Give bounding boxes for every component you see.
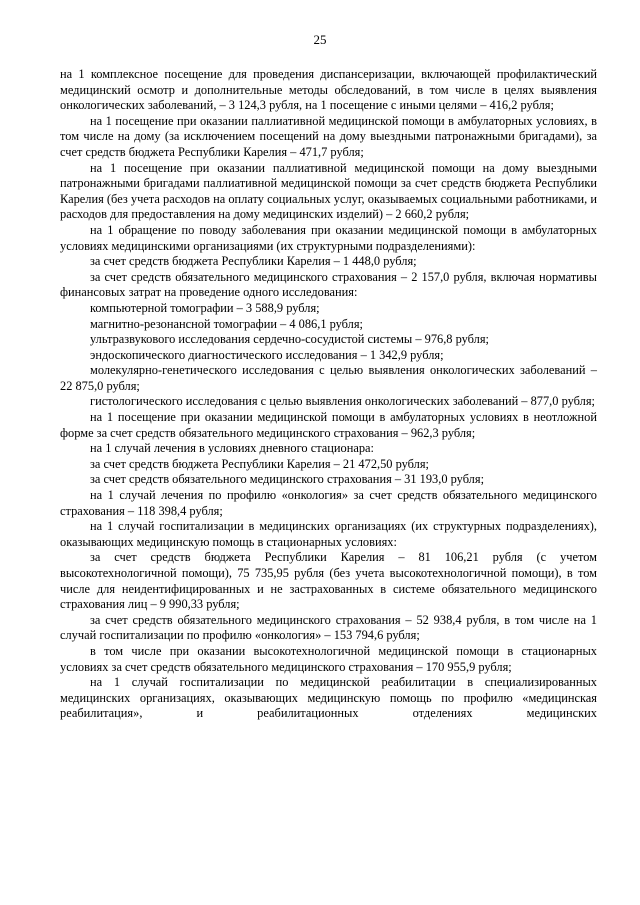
paragraph: в том числе при оказании высокотехнологичной медицинской помощи в стационарных условиях за счет средств обязательного медицинского страхования – 170 955,9 рубля; [60, 643, 597, 674]
paragraph: за счет средств бюджета Республики Карелия – 81 106,21 рубля (с учетом высокотехнологичной помощи), 75 735,95 рубля (без учета высокотехнологичной помощи), в том числе для неидентифицированных и не застрахованных в системе обязательного медицинского страхования лиц – 9 990,33 рубля; [60, 550, 597, 612]
paragraph: на 1 обращение по поводу заболевания при оказании медицинской помощи в амбулаторных условиях медицинскими организациями (их структурными подразделениями): [60, 222, 597, 253]
paragraph: на 1 случай лечения по профилю «онкология» за счет средств обязательного медицинского страхования – 118 398,4 рубля; [60, 488, 597, 518]
paragraph: за счет средств обязательного медицинского страхования – 31 193,0 рубля; [90, 472, 485, 487]
paragraph: на 1 случай госпитализации в медицинских организациях (их структурных подразделениях), оказывающих медицинскую помощь в стационарных условиях: [60, 519, 597, 549]
paragraph: молекулярно-генетического исследования с целью выявления онкологических заболеваний – 22 875,0 рубля; [60, 363, 597, 393]
paragraph: на 1 посещение при оказании паллиативной медицинской помощи на дому выездными патронажными бригадами паллиативной медицинской помощи за счет средств бюджета Республики Карелия (без учета расходов на оплату социальных услуг, оказываемых социальными работниками, и расходов для предоставления на дому медицинских изделий) – 2 660,2 рубля; [60, 160, 597, 222]
paragraph: за счет средств бюджета Республики Карелия – 21 472,50 рубля; [90, 456, 429, 471]
page-number: 25 [313, 32, 327, 47]
paragraph: магнитно-резонансной томографии – 4 086,1 рубля; [90, 316, 364, 331]
paragraph: на 1 случай лечения в условиях дневного стационара: [90, 441, 374, 456]
paragraph: компьютерной томографии – 3 588,9 рубля; [90, 300, 320, 315]
document-body [60, 67, 597, 722]
paragraph: за счет средств обязательного медицинского страхования – 2 157,0 рубля, включая нормативы финансовых затрат на проведение одного исследования: [60, 269, 597, 300]
paragraph: на 1 посещение при оказании паллиативной медицинской помощи в амбулаторных условиях, в том числе на дому (за исключением посещений на дому выездными патронажными бригадами), за счет средств бюджета Республики Карелия – 471,7 рубля; [60, 113, 597, 159]
paragraph: за счет средств бюджета Республики Карелия – 1 448,0 рубля; [90, 254, 417, 269]
paragraph: ультразвукового исследования сердечно-сосудистой системы – 976,8 рубля; [90, 332, 489, 347]
paragraph: на 1 посещение при оказании медицинской помощи в амбулаторных условиях в неотложной форме за счет средств обязательного медицинского страхования – 962,3 рубля; [60, 410, 597, 440]
paragraph: гистологического исследования с целью выявления онкологических заболеваний – 877,0 рубля; [90, 394, 595, 409]
paragraph: на 1 случай госпитализации по медицинской реабилитации в специализированных медицинских организациях, оказывающих медицинскую помощь по профилю «медицинская реабилитация», и реабилитационных отделениях медицинских [60, 675, 597, 721]
paragraph: за счет средств обязательного медицинского страхования – 52 938,4 рубля, в том числе на 1 случай госпитализации по профилю «онкология» – 153 794,6 рубля; [60, 612, 597, 643]
paragraph: эндоскопического диагностического исследования – 1 342,9 рубля; [90, 347, 444, 362]
paragraph: на 1 комплексное посещение для проведения диспансеризации, включающей профилактический медицинский осмотр и дополнительные методы обследований, в том числе в целях выявления онкологических заболеваний, – 3 124,3 рубля, на 1 посещение с иными целями – 416,2 рубля; [60, 67, 597, 113]
